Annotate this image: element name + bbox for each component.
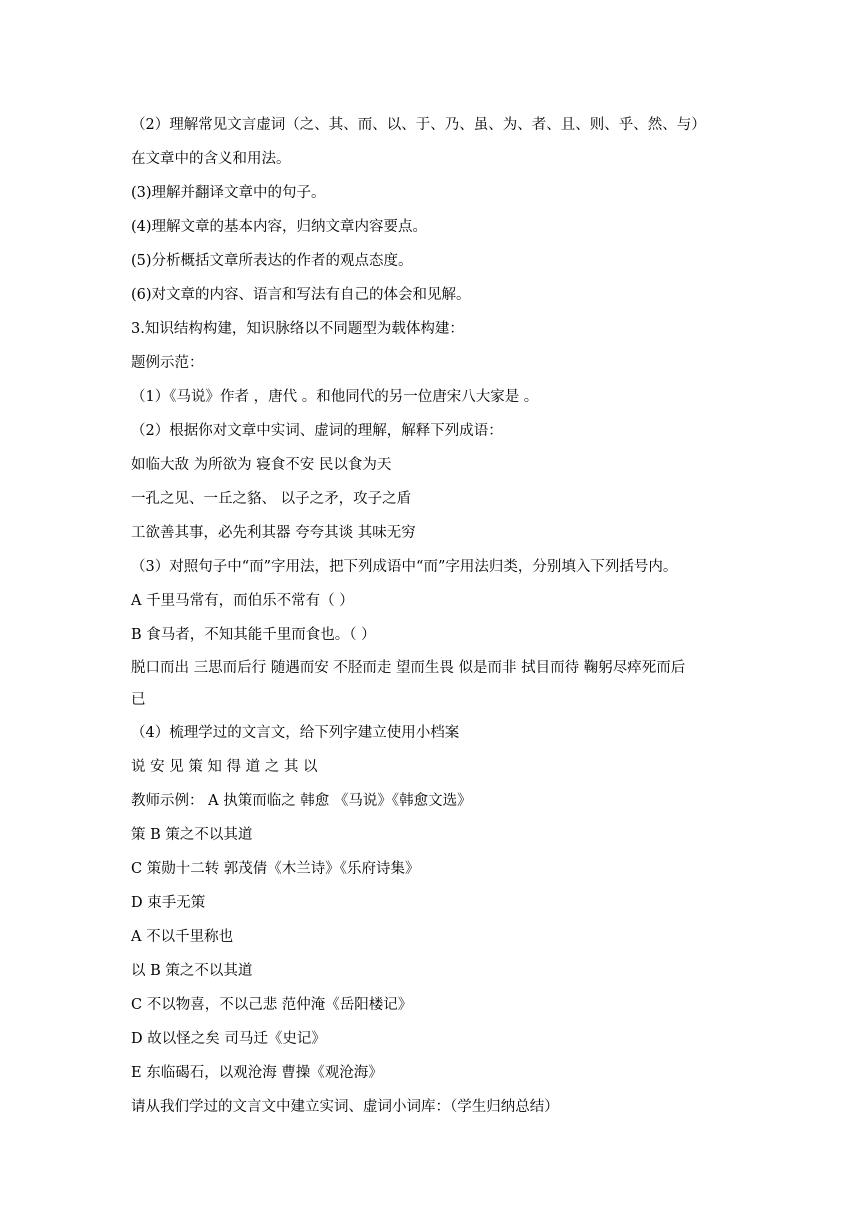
text-line: (3)理解并翻译文章中的句子。 (131, 185, 326, 201)
text-line: （2）理解常见文言虚词（之、其、而、以、于、乃、虽、为、者、且、则、乎、然、与） (131, 117, 706, 133)
text-line: 说 安 见 策 知 得 道 之 其 以 (131, 759, 318, 775)
text-line: 工欲善其事，必先利其器 夸夸其谈 其味无穷 (131, 525, 416, 541)
text-line: D 故以怪之矣 司马迁《史记》 (131, 1031, 326, 1047)
question-item: （3）对照句子中“而”字用法，把下列成语中“而”字用法归类，分别填入下列括号内。 (131, 559, 678, 575)
section-heading: 3.知识结构构建，知识脉络以不同题型为载体构建： (131, 321, 464, 337)
document-body (131, 108, 731, 1124)
question-item: （2）根据你对文章中实词、虚词的理解，解释下列成语： (131, 423, 503, 439)
text-line: 题例示范： (131, 355, 204, 371)
text-line: 教师示例： A 执策而临之 韩愈 《马说》《韩愈文选》 (131, 793, 472, 809)
text-line: D 束手无策 (131, 895, 206, 911)
text-line: 一孔之见、一丘之貉、 以子之矛，攻子之盾 (131, 491, 412, 507)
text-line: 请从我们学过的文言文中建立实词、虚词小词库：（学生归纳总结） (131, 1099, 559, 1115)
text-line: 脱口而出 三思而后行 随遇而安 不胫而走 望而生畏 似是而非 拭目而待 鞠躬尽瘁死而后 (131, 660, 686, 676)
text-line: C 策勋十二转 郭茂倩《木兰诗》《乐府诗集》 (131, 861, 420, 877)
text-line: C 不以物喜，不以己悲 范仲淹《岳阳楼记》 (131, 997, 413, 1013)
text-line: 在文章中的含义和用法。 (131, 151, 291, 167)
text-line: A 不以千里称也 (131, 929, 234, 945)
text-line: B 食马者，不知其能千里而食也。（ ） (131, 627, 376, 643)
text-line: (6)对文章的内容、语言和写法有自己的体会和见解。 (131, 287, 471, 303)
question-item: （4）梳理学过的文言文，给下列字建立使用小档案 (131, 725, 460, 741)
text-line: 以 B 策之不以其道 (131, 963, 253, 979)
text-line: 策 B 策之不以其道 (131, 827, 253, 843)
text-line: 已 (131, 692, 146, 708)
question-item: （1）《马说》作者 ，唐代 。和他同代的另一位唐宋八大家是 。 (131, 389, 539, 405)
text-line: A 千里马常有，而伯乐不常有（ ） (131, 593, 354, 609)
text-line: (5)分析概括文章所表达的作者的观点态度。 (131, 253, 413, 269)
text-line: 如临大敌 为所欲为 寝食不安 民以食为天 (131, 457, 392, 473)
text-line: (4)理解文章的基本内容，归纳文章内容要点。 (131, 219, 428, 235)
text-line: E 东临碣石，以观沧海 曹操《观沧海》 (131, 1065, 383, 1081)
